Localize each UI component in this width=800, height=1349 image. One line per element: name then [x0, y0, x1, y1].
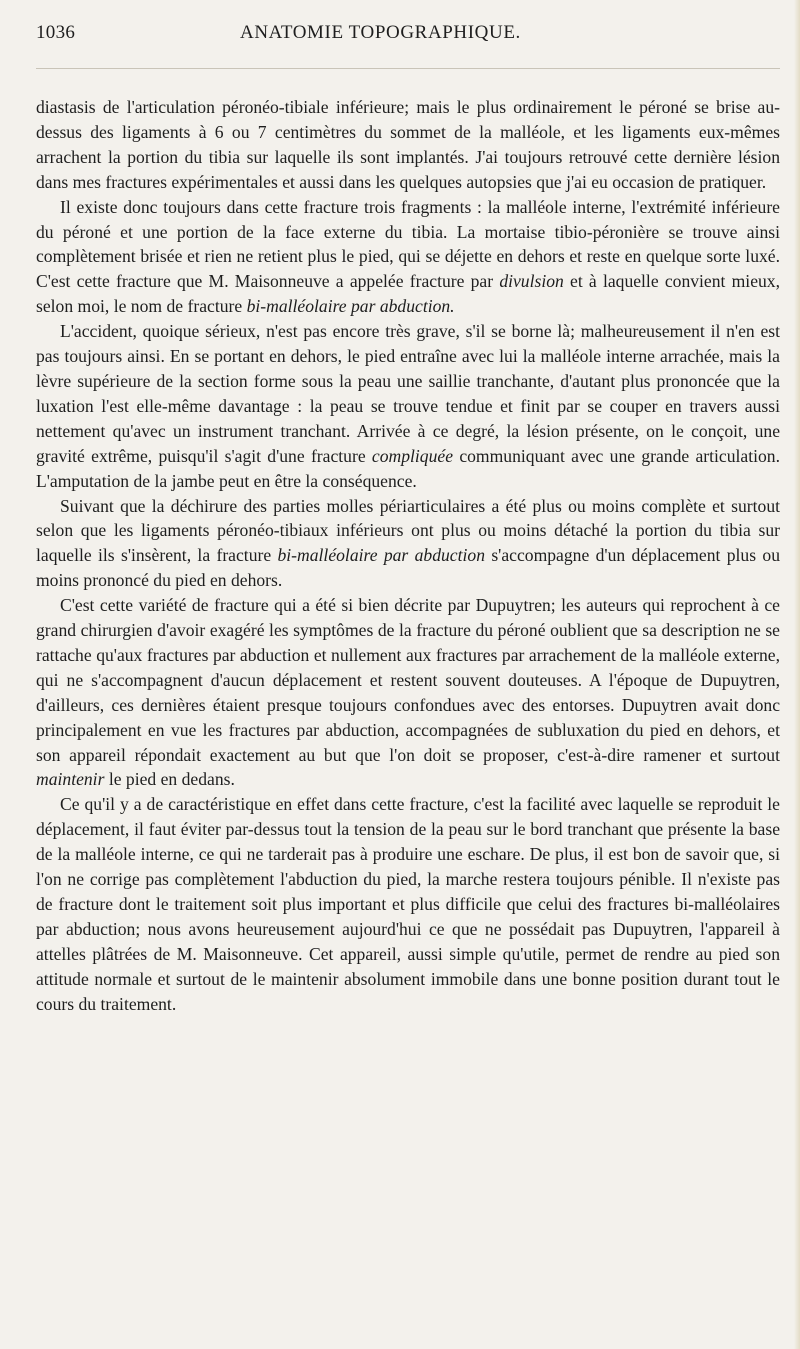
italic-term: maintenir — [36, 769, 105, 790]
text-run: L'accident, quoique sérieux, n'est pas encore très grave, s'il se borne là; malheureusement il n'en est pas toujours ainsi. En se portant en dehors, le pied entraîne avec lui la malléole interne arrachée, mais la lèvre supérieure de la section forme sous la peau une saillie tranchante, d'autant plus prononcée que la luxation l'est elle-même davantage : la peau se trouve tendue et finit par se couper en travers aussi nettement qu'avec un instrument tranchant. Arrivée à ce degré, la lésion présente, on le conçoit, une gravité extrême, puisqu'il s'agit d'une fracture — [36, 321, 780, 466]
text-run: diastasis de l'articulation péronéo-tibiale inférieure; mais le plus ordinairement le péroné se brise au-dessus des ligaments à 6 ou 7 centimètres du sommet de la malléole, et les ligaments eux-mêmes arrachent la portion du tibia sur laquelle ils sont implantés. J'ai toujours retrouvé cette dernière lésion dans mes fractures expérimentales et aussi dans les quelques autopsies que j'ai eu occasion de pratiquer. — [36, 97, 780, 192]
text-run: et à laquelle convient mieux, selon moi, le nom de fracture — [36, 271, 780, 317]
text-run: C'est cette variété de fracture qui a été si bien décrite par Dupuytren; les auteurs qui reprochent à ce grand chirurgien d'avoir exagéré les symptômes de la fracture du péroné oublient que sa description ne se rattache qu'aux fractures par abduction et nullement aux fractures par arrachement de la malléole externe, qui ne s'accompagnent d'aucun déplacement et restent souvent douteuses. A l'époque de Dupuytren, d'ailleurs, ces dernières étaient presque toujours confondues avec des entorses. Dupuytren avait donc principalement en vue les fractures par abduction, accompagnées de subluxation du pied en dehors, et son appareil répondait exactement au but que l'on doit se proposer, c'est-à-dire ramener et surtout — [36, 595, 780, 765]
page-edge-shadow — [794, 0, 800, 1349]
paragraph — [36, 792, 780, 1016]
paragraph — [36, 593, 780, 792]
text-run: s'accompagne d'un déplacement plus ou moins prononcé du pied en dehors. — [36, 545, 781, 591]
paragraph — [36, 494, 780, 594]
running-title: ANATOMIE TOPOGRAPHIQUE. — [240, 22, 521, 43]
italic-term: bi-malléolaire par abduction — [277, 545, 485, 566]
italic-term: bi-malléolaire par abduction. — [246, 296, 455, 317]
text-run: communiquant avec une grande articulation. L'amputation de la jambe peut en être la conséquence. — [36, 445, 780, 491]
paragraph — [36, 195, 780, 320]
italic-term: divulsion — [499, 271, 564, 292]
text-run: Ce qu'il y a de caractéristique en effet dans cette fracture, c'est la facilité avec laquelle se reproduit le déplacement, il faut éviter par-dessus tout la tension de la peau sur le bord tranchant que présente la base de la malléole interne, ce qui ne tarderait pas à produire une eschare. De plus, il est bon de savoir que, si l'on ne corrige pas complètement l'abduction du pied, la marche restera toujours pénible. Il n'existe pas de fracture dont le traitement soit plus important et plus difficile que celui des fractures bi-malléolaires par abduction; nous avons heureusement aujourd'hui ce que ne possédait pas Dupuytren, l'appareil à attelles plâtrées de M. Maisonneuve. Cet appareil, aussi simple qu'utile, permet de rendre au pied son attitude normale et surtout de le maintenir absolument immobile dans une bonne position durant tout le cours du traitement. — [36, 794, 780, 1014]
text-run: Il existe donc toujours dans cette fracture trois fragments : la malléole interne, l'extrémité inférieure du péroné et une portion de la face externe du tibia. La mortaise tibio-péronière se trouve ainsi complètement brisée et rien ne retient plus le pied, qui se déjette en dehors et reste en quelque sorte luxé. C'est cette fracture que M. Maisonneuve a appelée fracture par — [36, 196, 780, 292]
paragraph — [36, 319, 780, 493]
header-divider — [36, 68, 780, 69]
page-number: 1036 — [36, 22, 76, 43]
page-header — [0, 22, 800, 52]
paragraph — [36, 95, 780, 195]
text-run: le pied en dedans. — [104, 769, 235, 790]
body-text — [36, 95, 780, 1017]
italic-term: compliquée — [371, 445, 454, 466]
text-run: Suivant que la déchirure des parties molles périarticulaires a été plus ou moins complète et surtout selon que les ligaments péronéo-tibiaux inférieurs ont plus ou moins détaché la portion du tibia sur laquelle ils s'insèrent, la fracture — [36, 495, 780, 566]
